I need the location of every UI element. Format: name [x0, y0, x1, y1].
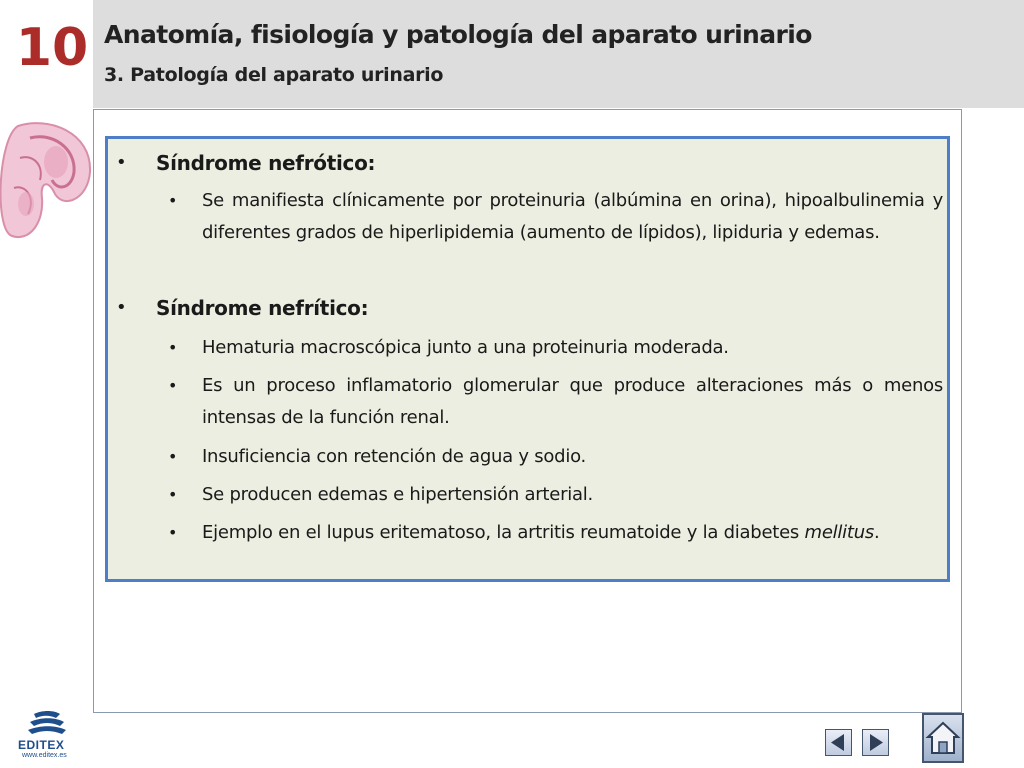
slide-title: Anatomía, fisiología y patología del aparato urinario [104, 20, 812, 49]
arrow-right-icon [863, 730, 888, 755]
list-item [168, 479, 943, 511]
list-item [168, 332, 943, 364]
list-item-text: Es un proceso inflamatorio glomerular que produce alteraciones más o menos intensas de la función renal. [202, 375, 943, 428]
list-item-text: Hematuria macroscópica junto a una proteinuria moderada. [202, 337, 729, 358]
list-item-text: Insuficiencia con retención de agua y sodio. [202, 446, 587, 467]
bullet-list [108, 139, 947, 579]
list-item [168, 441, 943, 473]
bullet-icon: • [116, 297, 127, 318]
chapter-number: 10 [15, 18, 89, 78]
list-item-text: Ejemplo en el lupus eritematoso, la artritis reumatoide y la diabetes [202, 522, 800, 543]
list-item-text: Se manifiesta clínicamente por proteinuria (albúmina en orina), hipoalbulinemia y diferentes grados de hiperlipidemia (aumento de lípidos), lipiduria y edemas. [202, 190, 943, 243]
bullet-icon: • [168, 523, 178, 542]
section-heading-text: Síndrome nefrítico: [156, 296, 369, 320]
list-item [168, 370, 943, 434]
list-item-text: Se producen edemas e hipertensión arterial. [202, 484, 593, 505]
previous-slide-button[interactable] [825, 729, 852, 756]
arrow-left-icon [826, 730, 851, 755]
italic-term: mellitus [804, 522, 875, 543]
home-icon [924, 715, 962, 761]
bullet-icon: • [168, 485, 178, 504]
bullet-icon: • [116, 152, 127, 173]
bullet-icon: • [168, 191, 178, 210]
section-heading [116, 294, 936, 322]
slide-subtitle: 3. Patología del aparato urinario [104, 64, 444, 86]
editex-url: www.editex.es [22, 752, 67, 759]
list-item [168, 185, 943, 249]
header-band [93, 0, 1024, 108]
bullet-icon: • [168, 376, 178, 395]
content-box [105, 136, 950, 582]
section-heading [116, 149, 936, 177]
list-item: • Ejemplo en el lupus eritematoso, la artritis reumatoide y la diabetes mellitus. [202, 517, 943, 549]
bullet-icon: • [168, 447, 178, 466]
next-slide-button[interactable] [862, 729, 889, 756]
home-button[interactable] [922, 713, 964, 763]
section-heading-text: Síndrome nefrótico: [156, 151, 376, 175]
editex-logo-text: EDITEX [18, 738, 65, 752]
bullet-icon: • [168, 338, 178, 357]
kidney-illustration [0, 118, 96, 242]
